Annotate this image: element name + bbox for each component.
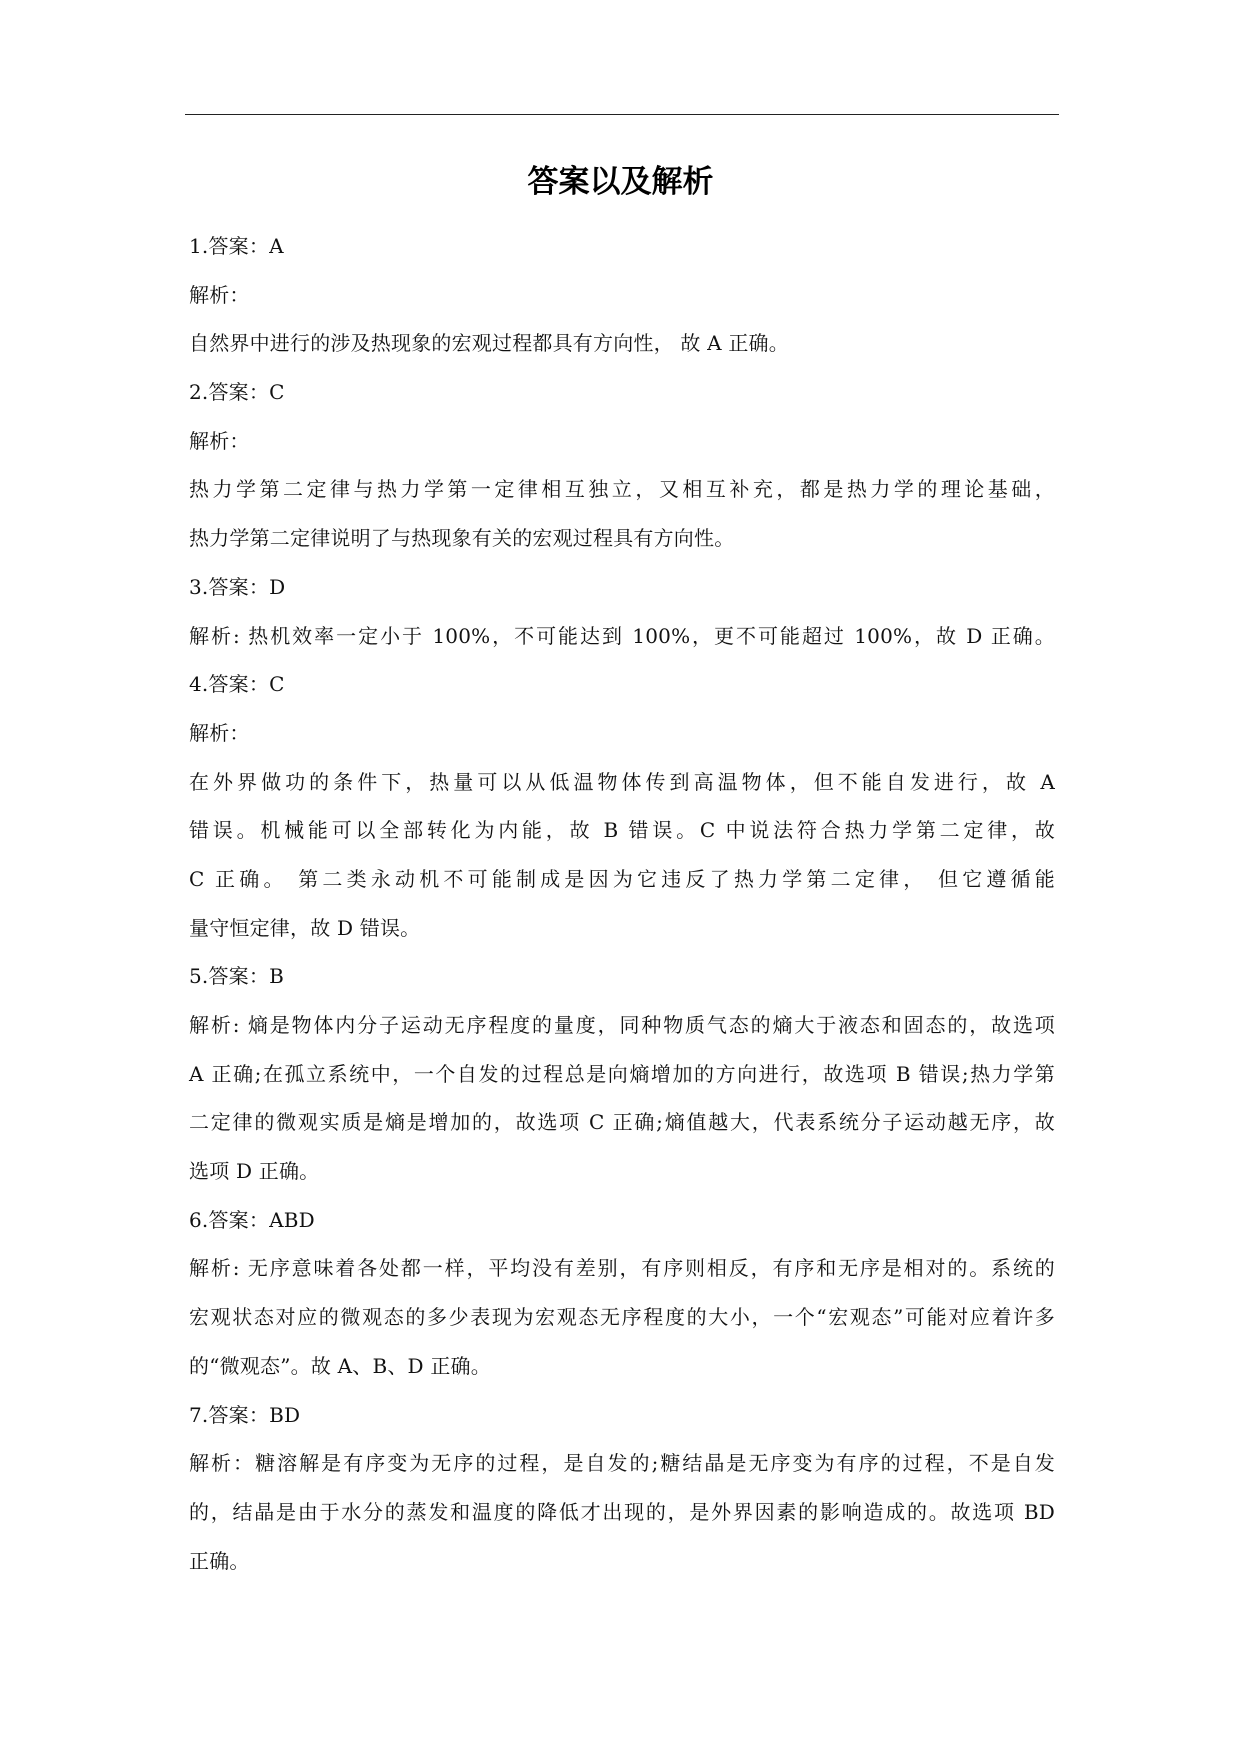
text-line: 二定律的微观实质是熵是增加的，故选项 C 正确;熵值越大，代表系统分子运动越无序，故: [189, 1110, 1055, 1135]
text-line: 解析：糖溶解是有序变为无序的过程，是自发的;糖结晶是无序变为有序的过程，不是自发: [189, 1451, 1055, 1476]
text-line: 在外界做功的条件下，热量可以从低温物体传到高温物体，但不能自发进行，故 A: [189, 769, 1055, 794]
text-line: 自然界中进行的涉及热现象的宏观过程都具有方向性， 故 A 正确。: [189, 331, 789, 356]
page-title: 答案以及解析: [527, 164, 714, 200]
text-line: 正确。: [189, 1548, 250, 1573]
text-line: 的“微观态”。故 A、B、D 正确。: [189, 1353, 491, 1378]
text-line: A 正确;在孤立系统中，一个自发的过程总是向熵增加的方向进行，故选项 B 错误;热力学第: [189, 1061, 1055, 1086]
text-line: 3.答案：D: [189, 574, 286, 599]
text-line: 5.答案：B: [189, 964, 284, 989]
text-line: 选项 D 正确。: [189, 1159, 320, 1184]
text-line: 6.答案：ABD: [189, 1207, 315, 1232]
answer-body: [189, 222, 1055, 1585]
text-line: 错误。机械能可以全部转化为内能，故 B 错误。C 中说法符合热力学第二定律，故: [189, 818, 1055, 843]
text-line: 解析：: [189, 428, 250, 453]
text-line: 2.答案：C: [189, 380, 285, 405]
text-line: 量守恒定律，故 D 错误。: [189, 915, 421, 940]
text-line: 解析：: [189, 720, 250, 745]
text-line: 7.答案：BD: [189, 1402, 301, 1427]
text-line: 热力学第二定律与热力学第一定律相互独立，又相互补充，都是热力学的理论基础，: [189, 477, 1055, 502]
text-line: 解析：: [189, 282, 250, 307]
text-line: 热力学第二定律说明了与热现象有关的宏观过程具有方向性。: [189, 526, 735, 551]
text-line: 宏观状态对应的微观态的多少表现为宏观态无序程度的大小，一个“宏观态”可能对应着许多: [189, 1305, 1055, 1330]
text-line: 1.答案：A: [189, 234, 284, 258]
text-line: 4.答案：C: [189, 672, 285, 697]
text-line: C 正确。 第二类永动机不可能制成是因为它违反了热力学第二定律， 但它遵循能: [189, 866, 1055, 891]
text-line: 的，结晶是由于水分的蒸发和温度的降低才出现的，是外界因素的影响造成的。故选项 BD: [189, 1499, 1055, 1524]
text-line: 解析: 无序意味着各处都一样，平均没有差别，有序则相反，有序和无序是相对的。系统的: [189, 1256, 1055, 1281]
text-line: 解析: 热机效率一定小于 100%，不可能达到 100%，更不可能超过 100%，故 D 正确。: [189, 623, 1055, 648]
text-line: 解析: 熵是物体内分子运动无序程度的量度，同种物质气态的熵大于液态和固态的，故选项: [189, 1013, 1055, 1037]
header-rule: [185, 114, 1059, 115]
